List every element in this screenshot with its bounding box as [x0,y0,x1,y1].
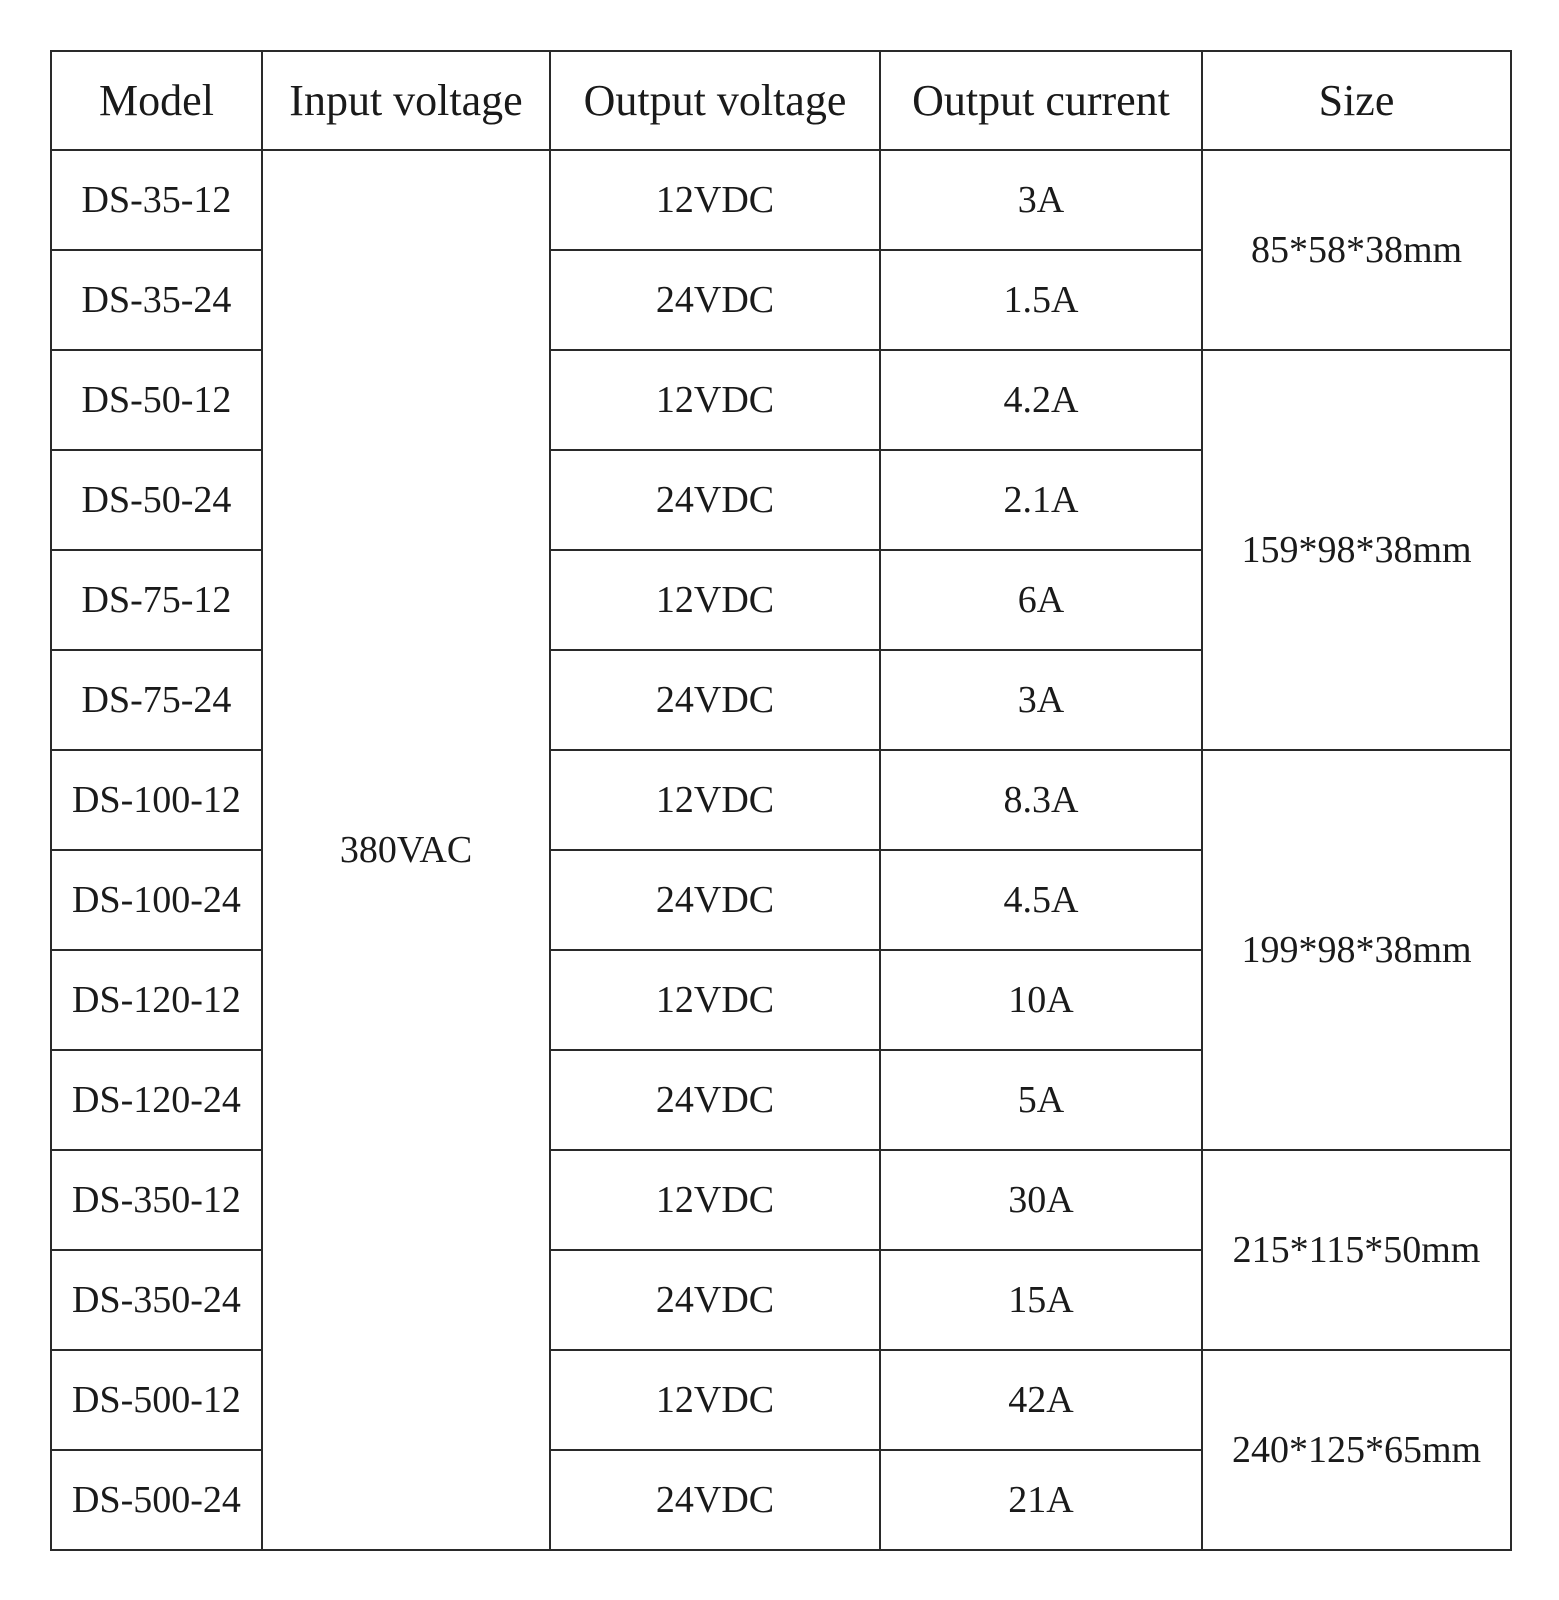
model-cell: DS-100-24 [51,850,262,950]
header-row [51,51,1511,150]
size-cell: 240*125*65mm [1202,1350,1511,1550]
output-current-cell: 8.3A [880,750,1202,850]
model-cell: DS-120-12 [51,950,262,1050]
header-size: Size [1202,51,1511,150]
output-voltage-cell: 24VDC [550,1250,880,1350]
output-voltage-cell: 12VDC [550,1150,880,1250]
output-current-cell: 21A [880,1450,1202,1550]
output-current-cell: 6A [880,550,1202,650]
output-current-cell: 42A [880,1350,1202,1450]
model-cell: DS-100-12 [51,750,262,850]
output-voltage-cell: 24VDC [550,650,880,750]
header-input-voltage: Input voltage [262,51,550,150]
model-cell: DS-500-24 [51,1450,262,1550]
table-row [51,150,1511,250]
output-voltage-cell: 24VDC [550,450,880,550]
spec-table [50,50,1512,1551]
output-voltage-cell: 24VDC [550,1050,880,1150]
output-current-cell: 10A [880,950,1202,1050]
output-voltage-cell: 12VDC [550,950,880,1050]
header-model: Model [51,51,262,150]
model-cell: DS-35-24 [51,250,262,350]
output-current-cell: 15A [880,1250,1202,1350]
output-voltage-cell: 12VDC [550,150,880,250]
output-voltage-cell: 24VDC [550,850,880,950]
model-cell: DS-75-24 [51,650,262,750]
size-cell: 159*98*38mm [1202,350,1511,750]
output-voltage-cell: 12VDC [550,350,880,450]
output-current-cell: 5A [880,1050,1202,1150]
output-voltage-cell: 12VDC [550,750,880,850]
output-current-cell: 1.5A [880,250,1202,350]
model-cell: DS-120-24 [51,1050,262,1150]
model-cell: DS-500-12 [51,1350,262,1450]
output-current-cell: 3A [880,150,1202,250]
model-cell: DS-35-12 [51,150,262,250]
model-cell: DS-50-12 [51,350,262,450]
output-voltage-cell: 24VDC [550,250,880,350]
output-current-cell: 4.5A [880,850,1202,950]
size-cell: 199*98*38mm [1202,750,1511,1150]
output-voltage-cell: 12VDC [550,1350,880,1450]
output-current-cell: 30A [880,1150,1202,1250]
header-output-current: Output current [880,51,1202,150]
model-cell: DS-50-24 [51,450,262,550]
output-current-cell: 3A [880,650,1202,750]
size-cell: 85*58*38mm [1202,150,1511,350]
output-voltage-cell: 24VDC [550,1450,880,1550]
input-voltage-cell: 380VAC [262,150,550,1550]
output-voltage-cell: 12VDC [550,550,880,650]
output-current-cell: 4.2A [880,350,1202,450]
header-output-voltage: Output voltage [550,51,880,150]
model-cell: DS-350-24 [51,1250,262,1350]
model-cell: DS-75-12 [51,550,262,650]
size-cell: 215*115*50mm [1202,1150,1511,1350]
model-cell: DS-350-12 [51,1150,262,1250]
output-current-cell: 2.1A [880,450,1202,550]
